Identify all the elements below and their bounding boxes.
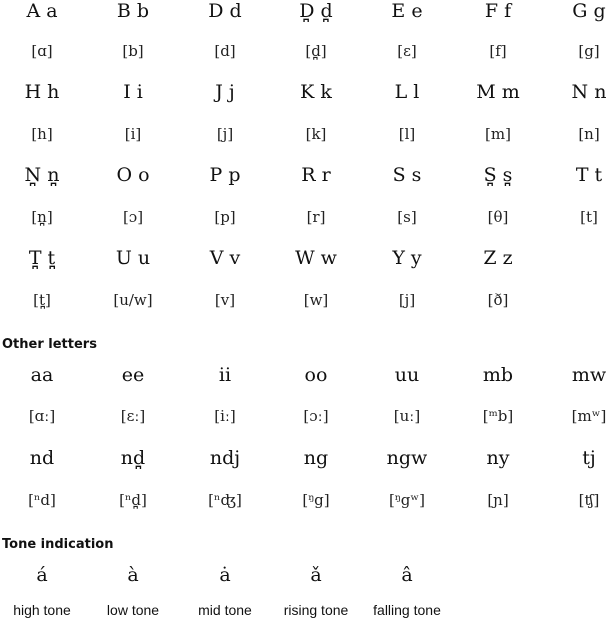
ipa-transcription: [ᵑg] [302,491,330,509]
ipa-transcription: [l] [398,125,416,143]
letter-glyph: Y y [392,247,422,269]
ipa-transcription: [s] [397,208,417,226]
ipa-transcription: [ɑː] [28,407,56,425]
ipa-transcription: [j] [216,125,234,143]
letter-glyph: B b [116,0,150,22]
letter-glyph: tj [582,447,596,469]
letter-glyph: A a [26,0,58,22]
ipa-transcription: [t] [580,208,598,226]
letter-glyph: mb [482,364,514,386]
letter-glyph: Z z [483,247,513,269]
letter-glyph: S̪ s̪ [483,164,513,186]
letter-glyph: G g [572,0,606,22]
other-letters-heading: Other letters [2,337,97,352]
letter-glyph: K k [300,81,332,103]
letter-glyph: ee [121,364,145,386]
ipa-transcription: [ɔː] [303,407,329,425]
letter-glyph: E e [391,0,423,22]
letter-glyph: nd [29,447,55,469]
letter-glyph: oo [304,364,328,386]
ipa-transcription: [d] [214,42,236,60]
letter-glyph: ndj [209,447,241,469]
ipa-transcription: [ð] [487,291,509,309]
letter-glyph: aa [30,364,54,386]
letter-glyph: D d [208,0,242,22]
ipa-transcription: [h] [31,125,53,143]
letter-glyph: ny [486,447,510,469]
tone-mark: à [127,564,139,586]
ipa-transcription: [j] [398,291,416,309]
ipa-transcription: [i] [124,125,142,143]
letter-glyph: S s [392,164,422,186]
ipa-transcription: [t̪] [33,291,51,309]
ipa-transcription: [k] [305,125,327,143]
tone-mark: â [401,564,413,586]
ipa-transcription: [ɲ] [487,491,509,509]
tone-label: high tone [13,602,71,618]
ipa-transcription: [g] [578,42,600,60]
ipa-transcription: [p] [214,208,236,226]
tone-mark: ȧ [219,564,231,586]
ipa-transcription: [n̪] [31,208,53,226]
letter-glyph: V v [209,247,241,269]
ipa-transcription: [b] [122,42,144,60]
ipa-transcription: [mʷ] [571,407,607,425]
letter-glyph: P p [209,164,241,186]
tone-label: rising tone [283,602,349,618]
ipa-transcription: [f] [489,42,507,60]
ipa-transcription: [u/w] [113,291,153,309]
letter-glyph: N n [571,81,607,103]
ipa-transcription: [ᵐb] [482,407,514,425]
letter-glyph: M m [476,81,520,103]
letter-glyph: mw [571,364,607,386]
letter-glyph: H h [24,81,60,103]
tone-mark: á [36,564,48,586]
ipa-transcription: [n] [578,125,600,143]
ipa-transcription: [m] [485,125,511,143]
ipa-transcription: [ⁿʤ] [208,491,242,509]
letter-glyph: J j [215,81,235,103]
ipa-transcription: [iː] [214,407,236,425]
letter-glyph: O o [116,164,150,186]
letter-glyph: nd̪ [120,447,146,469]
letter-glyph: I i [123,81,143,103]
ipa-transcription: [w] [303,291,329,309]
letter-glyph: ng [303,447,329,469]
tone-label: mid tone [198,602,252,618]
letter-glyph: ngw [386,447,428,469]
letter-glyph: R r [301,164,331,186]
tone-mark: ǎ [310,564,322,586]
letter-glyph: ii [218,364,232,386]
ipa-transcription: [ⁿd̪] [119,491,147,509]
ipa-transcription: [ɔ] [122,208,144,226]
letter-glyph: L l [394,81,420,103]
tone-indication-heading: Tone indication [2,537,114,552]
letter-glyph: W w [295,247,337,269]
ipa-transcription: [ʧ] [578,491,600,509]
ipa-transcription: [ᵑgʷ] [388,491,426,509]
ipa-transcription: [d̪] [305,42,327,60]
ipa-transcription: [ɑ] [31,42,53,60]
ipa-transcription: [uː] [393,407,421,425]
letter-glyph: uu [394,364,420,386]
letter-glyph: T t [575,164,603,186]
tone-label: falling tone [373,602,441,618]
letter-glyph: D̪ d̪ [299,0,333,22]
letter-glyph: F f [484,0,512,22]
ipa-transcription: [v] [214,291,236,309]
letter-glyph: N̪ n̪ [24,164,60,186]
ipa-transcription: [ɛ] [397,42,417,60]
ipa-transcription: [θ] [487,208,509,226]
tone-label: low tone [106,602,160,618]
letter-glyph: T̪ t̪ [28,247,56,269]
ipa-transcription: [ɛː] [120,407,146,425]
ipa-transcription: [r] [306,208,326,226]
ipa-transcription: [ⁿd] [28,491,56,509]
letter-glyph: U u [115,247,151,269]
